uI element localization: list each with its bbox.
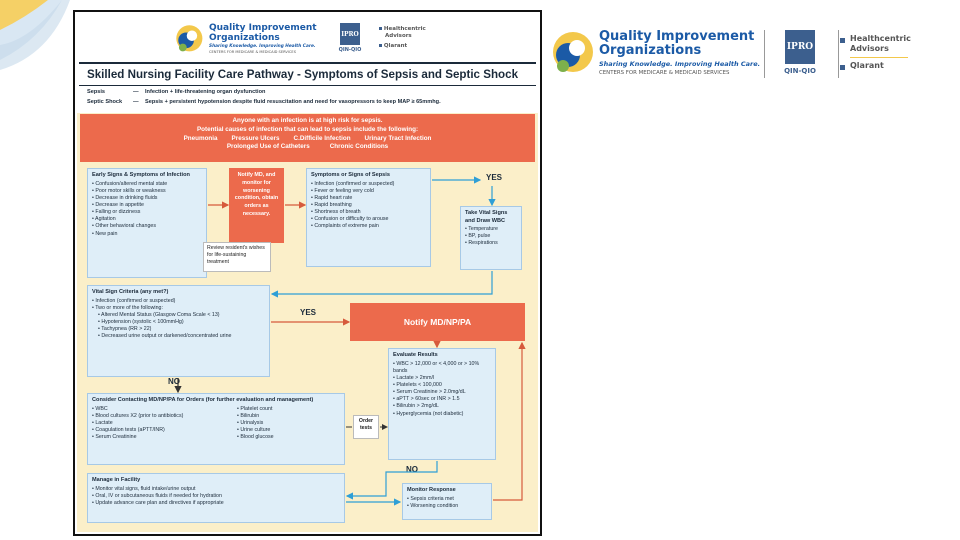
list-item: • BP, pulse	[465, 233, 517, 240]
list-item: • Blood cultures X2 (prior to antibiotics)	[92, 413, 237, 420]
arrow	[272, 271, 492, 294]
early-signs-title: Early Signs & Symptoms of Infection	[92, 172, 190, 178]
list-item: • Urinalysis	[237, 420, 274, 427]
list-item: • aPTT > 60sec or INR > 1.5	[393, 396, 491, 403]
cause-item: Urinary Tract Infection	[364, 134, 432, 142]
doc-ipro-label: QIN-QIO	[338, 47, 362, 53]
def-sepsis-term: Sepsis	[87, 89, 106, 95]
cause-item: C.Difficile Infection	[293, 134, 351, 142]
list-item: • New pain	[92, 231, 202, 238]
def-shock-term: Septic Shock	[87, 99, 123, 105]
doc-partner-1: Healthcentric	[379, 26, 426, 32]
list-item: • Infection (confirmed or suspected)	[92, 298, 265, 305]
list-item: • Bilirubin > 2mg/dL	[393, 403, 491, 410]
def-sepsis-text: Infection + life-threatening organ dysfunction	[145, 89, 266, 95]
list-item: • Confusion/altered mental state	[92, 181, 202, 188]
doc-qio-tagline: Sharing Knowledge. Improving Health Care.	[209, 44, 316, 49]
list-item: • Complaints of extreme pain	[311, 223, 426, 230]
list-item: • Oral, IV or subcutaneous fluids if needed for hydration	[92, 493, 340, 500]
notify-monitor-box: Notify MD, and monitor for worsening condition, obtain orders as necessary.	[229, 168, 284, 243]
list-item: • Temperature	[465, 226, 517, 233]
consider-title: Consider Contacting MD/NP/PA for Orders (for further evaluation and management)	[92, 397, 314, 403]
risk-line-1: Anyone with an infection is at high risk for sepsis.	[232, 117, 383, 124]
list-item: • Update advance care plan and directives if appropriate	[92, 500, 340, 507]
review-wishes-note: Review resident's wishes for life-sustaining treatment	[203, 242, 271, 272]
criteria-title: Vital Sign Criteria (any met?)	[92, 289, 169, 295]
list-item: • Blood glucose	[237, 434, 274, 441]
list-item: • Respirations	[465, 240, 517, 247]
yes-label-1: YES	[486, 173, 503, 182]
list-item: • Lactate > 2mm/l	[393, 375, 491, 382]
qio-cms: CENTERS FOR MEDICARE & MEDICAID SERVICES	[599, 70, 730, 76]
list-item: • Lactate	[92, 420, 237, 427]
notify-md-box: Notify MD/NP/PA	[350, 303, 525, 341]
list-item: • Poor motor skills or weakness	[92, 188, 202, 195]
list-item: • Decreased urine output or darkened/concentrated urine	[98, 333, 265, 340]
list-item: • WBC > 12,000 or < 4,000 or > 10% bands	[393, 361, 491, 375]
list-item: • WBC	[92, 406, 237, 413]
list-item: • Serum Creatinine	[92, 434, 237, 441]
list-item: • Decrease in drinking fluids	[92, 195, 202, 202]
symptoms-title: Symptoms or Signs of Sepsis	[311, 172, 390, 178]
list-item: • Sepsis criteria met	[407, 496, 487, 503]
list-item: • Agitation	[92, 216, 202, 223]
list-item: • Platelets < 100,000	[393, 382, 491, 389]
doc-ipro-logo: IPRO	[340, 23, 360, 45]
no-label-1: NO	[168, 377, 180, 386]
arrow	[493, 343, 522, 500]
list-item: • Urine culture	[237, 427, 274, 434]
list-item: • Confusion or difficulty to arouse	[311, 216, 426, 223]
list-item: • Other behavioral changes	[92, 223, 202, 230]
list-item: • Infection (confirmed or suspected)	[311, 181, 426, 188]
qio-title-line2: Organizations	[599, 43, 702, 58]
list-item: • Worsening condition	[407, 503, 487, 510]
ipro-label: QIN-QIO	[784, 67, 816, 75]
list-item: • Hyperglycemia (not diabetic)	[393, 411, 491, 418]
cause-item: Pressure Ulcers	[231, 134, 280, 142]
evaluate-title: Evaluate Results	[393, 352, 438, 358]
list-item: • Rapid breathing	[311, 202, 426, 209]
qio-tagline: Sharing Knowledge. Improving Health Care.	[599, 60, 761, 68]
list-item: • Hypotension (systolic < 100mmHg)	[98, 319, 265, 326]
manage-title: Manage in Facility	[92, 477, 141, 483]
list-item: • Fever or feeling very cold	[311, 188, 426, 195]
def-sepsis-dash: —	[133, 89, 139, 95]
def-shock-dash: —	[133, 99, 139, 105]
qio-title-line1: Quality Improvement	[599, 29, 755, 44]
cause-item: Pneumonia	[183, 134, 218, 142]
order-tests-note: Order tests	[353, 415, 379, 439]
list-item: • Rapid heart rate	[311, 195, 426, 202]
arrow	[347, 461, 437, 496]
risk-line-2: Potential causes of infection that can lead to sepsis include the following:	[196, 125, 419, 133]
list-item: • Bilirubin	[237, 413, 274, 420]
def-shock-text: Sepsis + persistent hypotension despite fluid resuscitation and need for vasopressors to keep MAP ≥ 65mmhg.	[145, 99, 441, 105]
cause-item: Prolonged Use of Catheters	[226, 143, 310, 151]
list-item: • Monitor vital signs, fluid intake/urine output	[92, 486, 340, 493]
cause-item: Chronic Conditions	[329, 143, 389, 151]
list-item: • Tachypnea (RR > 22)	[98, 326, 265, 333]
monitor-title: Monitor Response	[407, 487, 456, 493]
doc-qio-title-1: Quality Improvement	[209, 23, 317, 33]
ipro-logo: IPRO	[785, 30, 815, 64]
doc-qio-cms: CENTERS FOR MEDICARE & MEDICAID SERVICES	[209, 50, 296, 54]
no-label-2: NO	[406, 465, 418, 474]
list-item: • Shortness of breath	[311, 209, 426, 216]
vital-signs-title: Take Vital Signs and Draw WBC	[465, 210, 508, 224]
list-item: • Serum Creatinine > 2.0mg/dL	[393, 389, 491, 396]
list-item: • Decrease in appetite	[92, 202, 202, 209]
doc-qio-title-2: Organizations	[209, 33, 280, 43]
doc-partner-1b: Advisors	[385, 33, 412, 39]
list-item: • Coagulation tests (aPTT/INR)	[92, 427, 237, 434]
yes-label-2: YES	[300, 308, 317, 317]
doc-partner-2: Qlarant	[379, 43, 407, 49]
doc-title: Skilled Nursing Facility Care Pathway - Symptoms of Sepsis and Septic Shock	[87, 68, 519, 81]
list-item: • Platelet count	[237, 406, 274, 413]
list-item: • Falling or dizziness	[92, 209, 202, 216]
list-item: • Altered Mental Status (Glasgow Coma Scale < 13)	[98, 312, 265, 319]
list-item: • Two or more of the following:	[92, 305, 265, 312]
